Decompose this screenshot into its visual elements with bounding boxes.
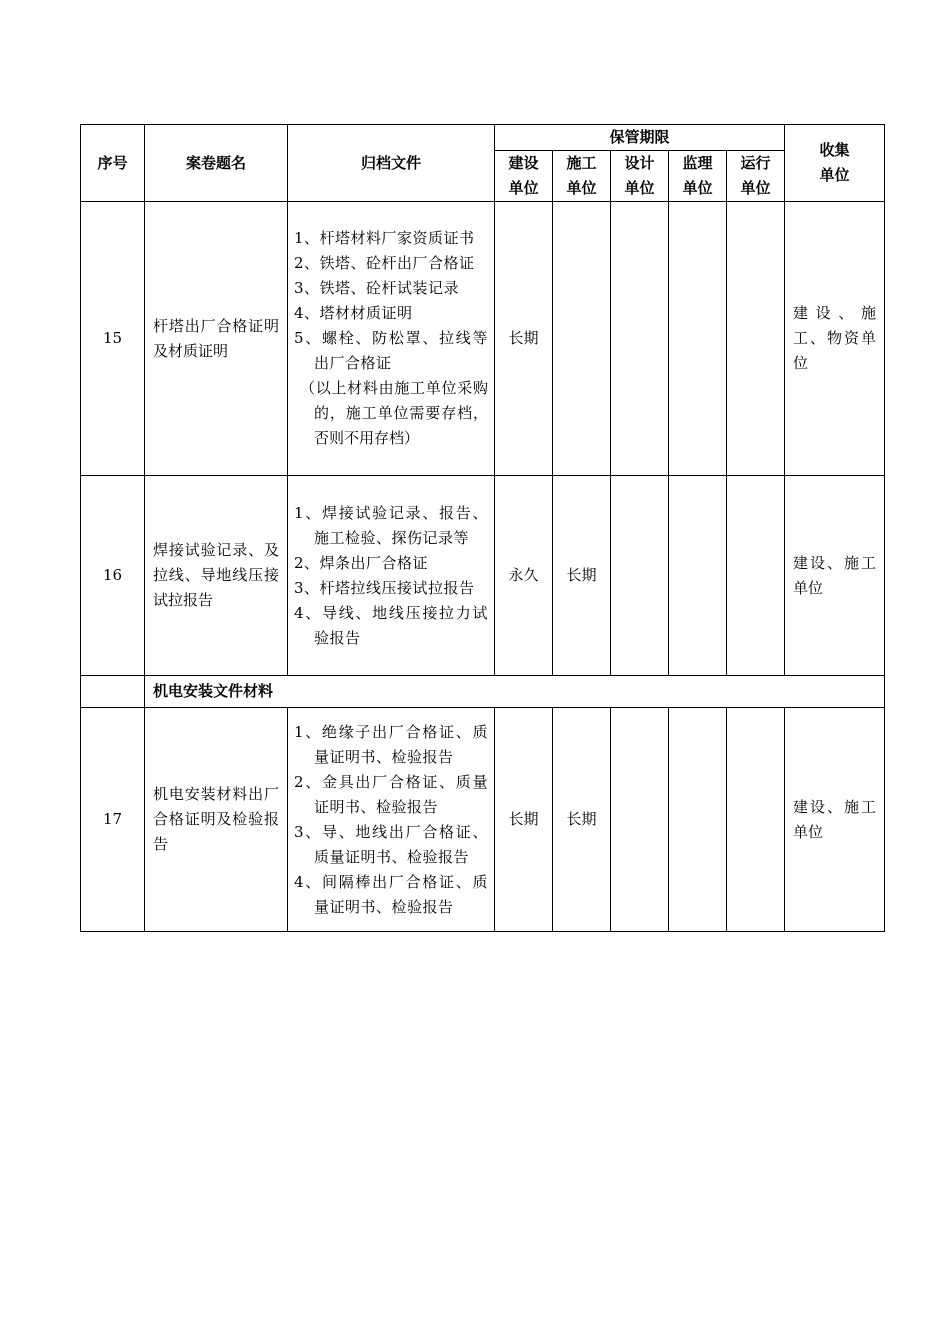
retention-supervision [669,202,727,476]
retention-design [611,476,669,676]
row-docs [288,708,495,932]
doc-item: 5、螺栓、防松罩、拉线等出厂合格证 [294,329,488,372]
header-unit-builder: 施工 单位 [553,151,611,202]
header-unit-supervision: 监理 单位 [669,151,727,202]
row-seq: 16 [81,476,145,676]
row-collector: 建设、施工单位 [785,476,885,676]
retention-builder: 长期 [553,476,611,676]
doc-item: 3、杆塔拉线压接试拉报告 [294,578,475,597]
section-row [81,676,885,708]
section-title: 机电安装文件材料 [145,676,885,708]
header-unit-design: 设计 单位 [611,151,669,202]
retention-construction: 长期 [495,708,553,932]
row-docs [288,476,495,676]
header-unit-operation: 运行 单位 [727,151,785,202]
header-row [81,125,885,151]
doc-item: 2、焊条出厂合格证 [294,553,429,572]
doc-item: 1、杆塔材料厂家资质证书 [294,229,475,247]
retention-design [611,202,669,476]
retention-operation [727,708,785,932]
doc-item: 1、焊接试验记录、报告、施工检验、探伤记录等 [294,503,488,547]
row-collector: 建设、施工单位 [785,708,885,932]
table-row [81,708,885,932]
retention-builder: 长期 [553,708,611,932]
doc-item: 3、铁塔、砼杆试装记录 [294,279,460,297]
header-unit-construction: 建设 单位 [495,151,553,202]
row-collector: 建设、施工、物资单位 [785,202,885,476]
row-docs [288,202,495,476]
header-collector: 收集 单位 [785,125,885,202]
table-row [81,476,885,676]
table-row [81,202,885,476]
doc-item: 1、绝缘子出厂合格证、质量证明书、检验报告 [294,722,488,766]
archive-table [80,124,885,932]
doc-item: 4、间隔棒出厂合格证、质量证明书、检验报告 [294,872,488,916]
retention-operation [727,476,785,676]
header-title: 案卷题名 [145,125,288,202]
doc-item: 4、塔材材质证明 [294,304,413,322]
row-seq: 15 [81,202,145,476]
retention-supervision [669,708,727,932]
doc-item: 3、导、地线出厂合格证、质量证明书、检验报告 [294,822,488,866]
doc-item: 2、铁塔、砼杆出厂合格证 [294,254,475,272]
retention-construction: 永久 [495,476,553,676]
retention-construction: 长期 [495,202,553,476]
section-seq-empty [81,676,145,708]
row-title: 机电安装材料出厂合格证明及检验报告 [145,708,288,932]
header-docs: 归档文件 [288,125,495,202]
retention-operation [727,202,785,476]
doc-note: （以上材料由施工单位采购的，施工单位需要存档，否则不用存档） [300,379,488,447]
retention-design [611,708,669,932]
doc-item: 4、导线、地线压接拉力试验报告 [294,603,488,647]
retention-builder [553,202,611,476]
retention-supervision [669,476,727,676]
doc-item: 2、金具出厂合格证、质量证明书、检验报告 [294,772,488,816]
row-title: 焊接试验记录、及拉线、导地线压接试拉报告 [145,476,288,676]
row-seq: 17 [81,708,145,932]
header-retention: 保管期限 [495,125,785,151]
row-title: 杆塔出厂合格证明及材质证明 [145,202,288,476]
header-seq: 序号 [81,125,145,202]
